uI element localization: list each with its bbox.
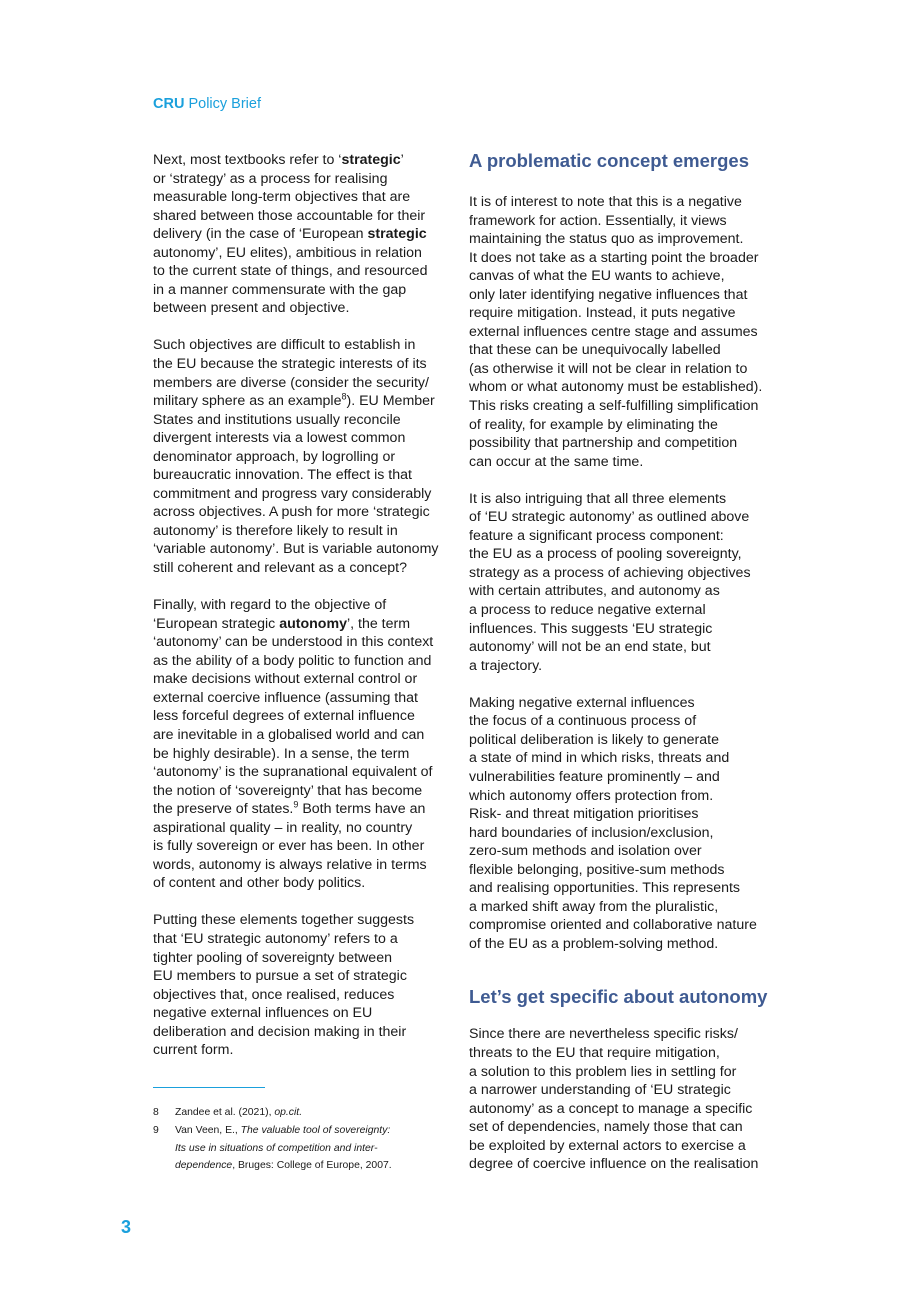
section-heading: Let’s get specific about autonomy (469, 986, 768, 1008)
section-heading: A problematic concept emerges (469, 150, 749, 171)
running-header (153, 96, 261, 112)
paragraph: Finally, with regard to the objective of ‘European strategic autonomy’, the term ‘autonomy’ can be understood in this context as the ability of a body politic to function and make decisions without external control or external coercive influence (assuming that less forceful degrees of external influence are inevitable in a globalised world and can be highly desirable). In a sense, the term ‘autonomy’ is the supranational equivalent of the notion of ‘sovereignty’ that has become the preserve of states.$^9$ Both terms have an aspirational quality – in reality, no country is fully sovereign or ever has been. In other words, autonomy is always relative in terms of content and other body politics. (153, 597, 434, 892)
paragraph: Putting these elements together suggests that ‘EU strategic autonomy’ refers to a tighter pooling of sovereignty between EU members to pursue a set of strategic objectives that, once realised, reduces negative external influences on EU deliberation and decision making in their current form. (153, 912, 415, 1059)
footnote-9: 9 Van Veen, E., The valuable tool of sovereignty: Its use in situations of competition and inter- dependence, Bruges: College of Europe, 2007. (153, 1125, 392, 1171)
right-column (469, 149, 779, 1174)
footnote-divider (153, 1087, 265, 1088)
paragraph: It is also intriguing that all three elements of ‘EU strategic autonomy’ as outlined above feature a significant process component: the EU as a process of pooling sovereignty, strategy as a process of achieving objectives with certain attributes, and autonomy as a process to reduce negative external influences. This suggests ‘EU strategic autonomy’ will not be an end state, but a trajectory. (469, 490, 751, 674)
header-brand: CRU (153, 96, 185, 112)
paragraph: Since there are nevertheless specific risks/ threats to the EU that require mitigation, a solution to this problem lies in settling for a narrower understanding of ‘EU strategic autonomy’ as a concept to manage a specific set of dependencies, namely those that can be exploited by external actors to exercise a degree of coercive influence on the realisation (469, 1026, 759, 1173)
paragraph: Such objectives are difficult to establish in the EU because the strategic interests of its members are diverse (consider the security/ military sphere as an example$^8$). EU Member States and institutions usually reconcile divergent interests via a lowest common denominator approach, by logrolling or bureaucratic innovation. The effect is that commitment and progress vary considerably across objectives. A push for more ‘strategic autonomy’ is therefore likely to result in ‘variable autonomy’. But is variable autonomy still coherent and relevant as a concept? (153, 337, 439, 577)
header-title: Policy Brief (188, 96, 261, 112)
page-number: 3 (121, 1217, 132, 1237)
left-column (153, 151, 453, 1060)
footnote-ref[interactable]: 9 (293, 799, 299, 810)
footnote-8: 8 Zandee et al. (2021), op.cit. (153, 1107, 303, 1118)
paragraph: Making negative external influences the focus of a continuous process of political deliberation is likely to generate a state of mind in which risks, threats and vulnerabilities feature prominently – and which autonomy offers protection from. Risk- and threat mitigation prioritises hard boundaries of inclusion/exclusion, zero-sum methods and isolation over flexible belonging, positive-sum methods and realising opportunities. This represents a marked shift away from the pluralistic, compromise oriented and collaborative nature of the EU as a problem-solving method. (469, 694, 757, 952)
paragraph: It is of interest to note that this is a negative framework for action. Essentially, it views maintaining the status quo as improvement. It does not take as a starting point the broader canvas of what the EU wants to achieve, only later identifying negative influences that require mitigation. Instead, it puts negative external influences centre stage and assumes that these can be unequivocally labelled (as otherwise it will not be clear in relation to whom or what autonomy must be established). This risks creating a self-fulfilling simplification of reality, for example by eliminating the possibility that partnership and competition can occur at the same time. (469, 194, 763, 470)
paragraph: Next, most textbooks refer to ‘strategic’ or ‘strategy’ as a process for realising measurable long-term objectives that are shared between those accountable for their delivery (in the case of ‘European strategic autonomy’, EU elites), ambitious in relation to the current state of things, and resourced in a manner commensurate with the gap between present and objective. (153, 152, 428, 317)
footnote-ref[interactable]: 8 (341, 391, 347, 402)
